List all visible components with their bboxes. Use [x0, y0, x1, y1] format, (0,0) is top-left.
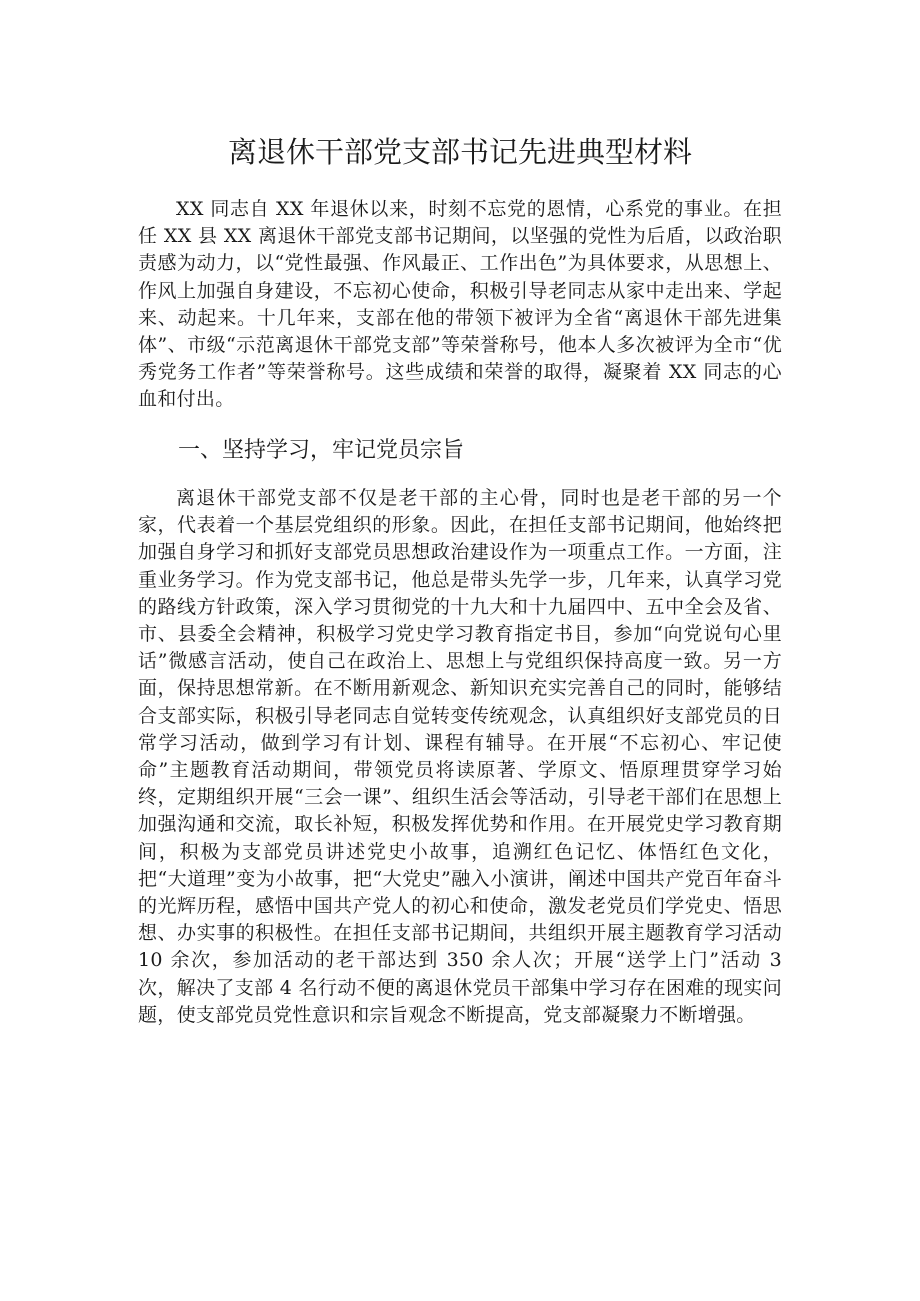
document-title: 离退休干部党支部书记先进典型材料 — [227, 135, 692, 169]
section-paragraph: 离退休干部党支部不仅是老干部的主心骨，同时也是老干部的另一个家，代表着一个基层党组织的形象。因此，在担任支部书记期间，他始终把加强自身学习和抓好支部党员思想政治建设作为一项重点工作。一方面，注重业务学习。作为党支部书记，他总是带头先学一步，几年来，认真学习党的路线方针政策，深入学习贯彻党的十九大和十九届四中、五中全会及省、市、县委全会精神，积极学习党史学习教育指定书目，参加“向党说句心里话”微感言活动，使自己在政治上、思想上与党组织保持高度一致。另一方面，保持思想常新。在不断用新观念、新知识充实完善自己的同时，能够结合支部实际，积极引导老同志自觉转变传统观念，认真组织好支部党员的日常学习活动，做到学习有计划、课程有辅导。在开展“不忘初心、牢记使命”主题教育活动期间，带领党员将读原著、学原文、悟原理贯穿学习始终，定期组织开展“三会一课”、组织生活会等活动，引导老干部们在思想上加强沟通和交流，取长补短，积极发挥优势和作用。在开展党史学习教育期间，积极为支部党员讲述党史小故事，追溯红色记忆、体悟红色文化，把“大道理”变为小故事，把“大党史”融入小演讲，阐述中国共产党百年奋斗的光辉历程，感悟中国共产党人的初心和使命，激发老党员们学党史、悟思想、办实事的积极性。在担任支部书记期间，共组织开展主题教育学习活动 10 余次，参加活动的老干部达到 350 余人次；开展“送学上门”活动 3 次，解决了支部 4 名行动不便的离退休党员干部集中学习存在困难的现实问题，使支部党员党性意识和宗旨观念不断提高，党支部凝聚力不断增强。 — [138, 487, 782, 1026]
section-heading: 一、坚持学习，牢记党员宗旨 — [178, 438, 465, 463]
intro-paragraph: XX 同志自 XX 年退休以来，时刻不忘党的恩情，心系党的事业。在担任 XX 县 XX 离退休干部党支部书记期间，以坚强的党性为后盾，以政治职责感为动力，以“党性最强、作风最正、工作出色”为具体要求，从思想上、作风上加强自身建设，不忘初心使命，积极引导老同志从家中走出来、学起来、动起来。十几年来，支部在他的带领下被评为全省“离退休干部先进集体”、市级“示范离退休干部党支部”等荣誉称号，他本人多次被评为全市“优秀党务工作者”等荣誉称号。这些成绩和荣誉的取得，凝聚着 XX 同志的心血和付出。 — [138, 198, 782, 411]
